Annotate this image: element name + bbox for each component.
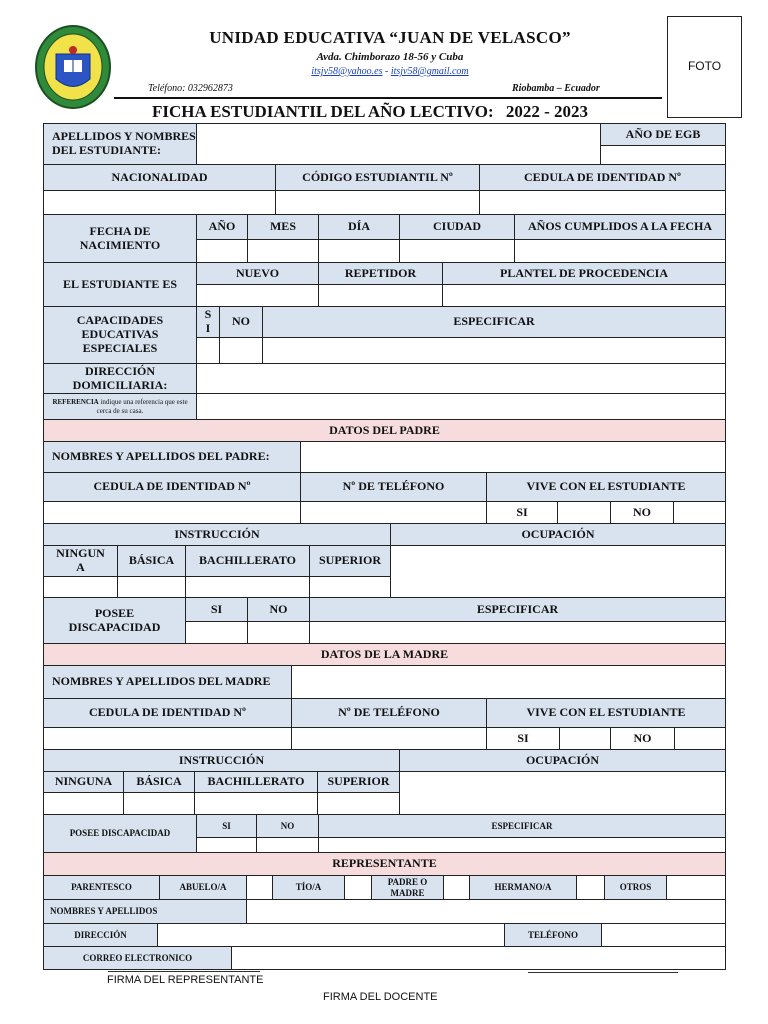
- student-is-label: EL ESTUDIANTE ES: [43, 262, 197, 307]
- special-needs-si-label: S I: [196, 306, 220, 338]
- school-address: Avda. Chimborazo 18-56 y Cuba: [316, 51, 464, 63]
- mother-lives-label: VIVE CON EL ESTUDIANTE: [486, 698, 726, 728]
- school-phone: Teléfono: 032962873: [148, 83, 233, 94]
- father-disability-specify-field[interactable]: [309, 621, 726, 644]
- rep-names-label: NOMBRES Y APELLIDOS: [43, 899, 247, 924]
- rep-address-field[interactable]: [157, 923, 505, 947]
- sibling-field[interactable]: [576, 875, 605, 900]
- special-needs-si-field[interactable]: [196, 337, 220, 364]
- school-crest-icon: [34, 24, 112, 110]
- father-lives-label: VIVE CON EL ESTUDIANTE: [486, 472, 726, 502]
- father-bach-label: BACHILLERATO: [185, 545, 310, 577]
- mother-disability-specify-field[interactable]: [318, 837, 726, 853]
- father-basic-field[interactable]: [117, 576, 186, 598]
- father-phone-field[interactable]: [300, 501, 487, 524]
- student-id-field[interactable]: [479, 190, 726, 215]
- form-title-year: 2022 - 2023: [505, 102, 589, 121]
- mother-lives-no-field[interactable]: [674, 727, 726, 750]
- father-instruction-label: INSTRUCCIÓN: [43, 523, 391, 546]
- grandparent-label: ABUELO/A: [159, 875, 247, 900]
- father-superior-label: SUPERIOR: [309, 545, 391, 577]
- mother-bach-label: BACHILLERATO: [194, 771, 318, 793]
- grandparent-field[interactable]: [246, 875, 273, 900]
- student-code-field[interactable]: [275, 190, 480, 215]
- father-disability-specify-label: ESPECIFICAR: [309, 597, 726, 622]
- student-id-label: CEDULA DE IDENTIDAD Nº: [479, 164, 726, 191]
- school-emails: [160, 66, 620, 77]
- mother-disability-si-label: SI: [196, 814, 257, 838]
- mother-lives-si-field[interactable]: [559, 727, 611, 750]
- special-needs-specify-field[interactable]: [262, 337, 726, 364]
- rep-signature-line: [108, 971, 260, 972]
- father-occupation-label: OCUPACIÓN: [390, 523, 726, 546]
- mother-occupation-field[interactable]: [399, 771, 726, 815]
- mother-phone-label: Nº DE TELÉFONO: [291, 698, 487, 728]
- father-lives-si-label: SI: [486, 501, 558, 524]
- photo-label: FOTO: [687, 59, 722, 74]
- address-field[interactable]: [196, 363, 726, 394]
- parent-field[interactable]: [443, 875, 470, 900]
- father-id-field[interactable]: [43, 501, 301, 524]
- address-label: DIRECCIÓN DOMICILIARIA:: [43, 363, 197, 394]
- father-disability-no-label: NO: [247, 597, 310, 622]
- mother-names-field[interactable]: [291, 665, 726, 699]
- special-needs-specify-label: ESPECIFICAR: [262, 306, 726, 338]
- uncle-label: TÍO/A: [272, 875, 345, 900]
- rep-address-label: DIRECCIÓN: [43, 923, 158, 947]
- mother-occupation-label: OCUPACIÓN: [399, 749, 726, 772]
- email-link-gmail[interactable]: itsjv58@gmail.com: [390, 66, 469, 77]
- egb-field[interactable]: [600, 145, 726, 165]
- father-lives-si-field[interactable]: [557, 501, 611, 524]
- mother-superior-field[interactable]: [317, 792, 400, 815]
- mother-basic-label: BÁSICA: [123, 771, 195, 793]
- father-bach-field[interactable]: [185, 576, 310, 598]
- mother-id-label: CEDULA DE IDENTIDAD Nº: [43, 698, 292, 728]
- father-occupation-field[interactable]: [390, 545, 726, 598]
- father-none-field[interactable]: [43, 576, 118, 598]
- mother-section-header: DATOS DE LA MADRE: [43, 643, 726, 666]
- new-label: NUEVO: [196, 262, 319, 285]
- father-id-label: CEDULA DE IDENTIDAD Nº: [43, 472, 301, 502]
- reference-label: [43, 393, 197, 420]
- father-lives-no-field[interactable]: [673, 501, 726, 524]
- teacher-signature-label: FIRMA DEL DOCENTE: [323, 991, 438, 1003]
- student-names-field[interactable]: [196, 123, 601, 165]
- origin-school-field[interactable]: [442, 284, 726, 307]
- father-basic-label: BÁSICA: [117, 545, 186, 577]
- special-needs-no-field[interactable]: [219, 337, 263, 364]
- repeater-label: REPETIDOR: [318, 262, 443, 285]
- father-names-field[interactable]: [300, 441, 726, 473]
- student-code-label: CÓDIGO ESTUDIANTIL Nº: [275, 164, 480, 191]
- nationality-field[interactable]: [43, 190, 276, 215]
- others-label: OTROS: [604, 875, 667, 900]
- rep-names-field[interactable]: [246, 899, 726, 924]
- birth-city-label: CIUDAD: [399, 214, 515, 240]
- origin-school-label: PLANTEL DE PROCEDENCIA: [442, 262, 726, 285]
- reference-bold: REFERENCIA: [52, 398, 99, 407]
- egb-label: AÑO DE EGB: [600, 123, 726, 146]
- age-field[interactable]: [514, 239, 726, 263]
- email-link-yahoo[interactable]: itsjv58@yahoo.es: [311, 66, 383, 77]
- email-separator: -: [382, 66, 391, 77]
- mother-disability-label: POSEE DISCAPACIDAD: [43, 814, 197, 853]
- father-superior-field[interactable]: [309, 576, 391, 598]
- birth-year-label: AÑO: [196, 214, 248, 240]
- father-disability-si-field[interactable]: [185, 621, 248, 644]
- parent-label: PADRE O MADRE: [371, 875, 444, 900]
- father-disability-label: POSEE DISCAPACIDAD: [43, 597, 186, 644]
- special-needs-label: CAPACIDADES EDUCATIVAS ESPECIALES: [43, 306, 197, 364]
- rep-phone-field[interactable]: [601, 923, 726, 947]
- school-city: Riobamba – Ecuador: [512, 83, 600, 94]
- father-none-label: NINGUN A: [43, 545, 118, 577]
- school-logo: [34, 24, 112, 110]
- father-section-header: DATOS DEL PADRE: [43, 419, 726, 442]
- father-names-label: NOMBRES Y APELLIDOS DEL PADRE:: [43, 441, 301, 473]
- mother-lives-si-label: SI: [486, 727, 560, 750]
- special-needs-no-label: NO: [219, 306, 263, 338]
- rep-phone-label: TELÉFONO: [504, 923, 602, 947]
- mother-disability-specify-label: ESPECIFICAR: [318, 814, 726, 838]
- birth-day-field[interactable]: [318, 239, 400, 263]
- header-rule: [114, 97, 662, 99]
- mother-basic-field[interactable]: [123, 792, 195, 815]
- mother-id-field[interactable]: [43, 727, 292, 750]
- mother-disability-no-label: NO: [256, 814, 319, 838]
- reference-field[interactable]: [196, 393, 726, 420]
- rep-signature-label: FIRMA DEL REPRESENTANTE: [107, 974, 264, 986]
- form-title-text: FICHA ESTUDIANTIL DEL AÑO LECTIVO:: [152, 102, 494, 121]
- father-disability-no-field[interactable]: [247, 621, 310, 644]
- mother-instruction-label: INSTRUCCIÓN: [43, 749, 400, 772]
- mother-phone-field[interactable]: [291, 727, 487, 750]
- father-disability-si-label: SI: [185, 597, 248, 622]
- mother-names-label: NOMBRES Y APELLIDOS DEL MADRE: [43, 665, 292, 699]
- repeater-field[interactable]: [318, 284, 443, 307]
- birth-day-label: DÍA: [318, 214, 400, 240]
- reference-text: indique una referencia que este cerca de su casa.: [96, 398, 188, 415]
- birth-month-field[interactable]: [247, 239, 319, 263]
- teacher-signature-line: [528, 972, 678, 973]
- photo-box[interactable]: [667, 16, 742, 118]
- birth-city-field[interactable]: [399, 239, 515, 263]
- mother-none-field[interactable]: [43, 792, 124, 815]
- mother-disability-si-field[interactable]: [196, 837, 257, 853]
- nationality-label: NACIONALIDAD: [43, 164, 276, 191]
- mother-disability-no-field[interactable]: [256, 837, 319, 853]
- uncle-field[interactable]: [344, 875, 372, 900]
- mother-bach-field[interactable]: [194, 792, 318, 815]
- others-field[interactable]: [666, 875, 726, 900]
- sibling-label: HERMANO/A: [469, 875, 577, 900]
- father-lives-no-label: NO: [610, 501, 674, 524]
- school-name: UNIDAD EDUCATIVA “JUAN DE VELASCO”: [209, 28, 571, 47]
- new-field[interactable]: [196, 284, 319, 307]
- father-phone-label: Nº DE TELÉFONO: [300, 472, 487, 502]
- birth-date-label: FECHA DE NACIMIENTO: [43, 214, 197, 263]
- birth-month-label: MES: [247, 214, 319, 240]
- rep-email-label: CORREO ELECTRONICO: [43, 946, 232, 970]
- rep-email-field[interactable]: [231, 946, 726, 970]
- mother-superior-label: SUPERIOR: [317, 771, 400, 793]
- birth-year-field[interactable]: [196, 239, 248, 263]
- representative-section-header: REPRESENTANTE: [43, 852, 726, 876]
- mother-lives-no-label: NO: [610, 727, 675, 750]
- age-label: AÑOS CUMPLIDOS A LA FECHA: [514, 214, 726, 240]
- form-title: [152, 102, 622, 122]
- student-names-label: APELLIDOS Y NOMBRES DEL ESTUDIANTE:: [43, 123, 197, 165]
- relationship-label: PARENTESCO: [43, 875, 160, 900]
- mother-none-label: NINGUNA: [43, 771, 124, 793]
